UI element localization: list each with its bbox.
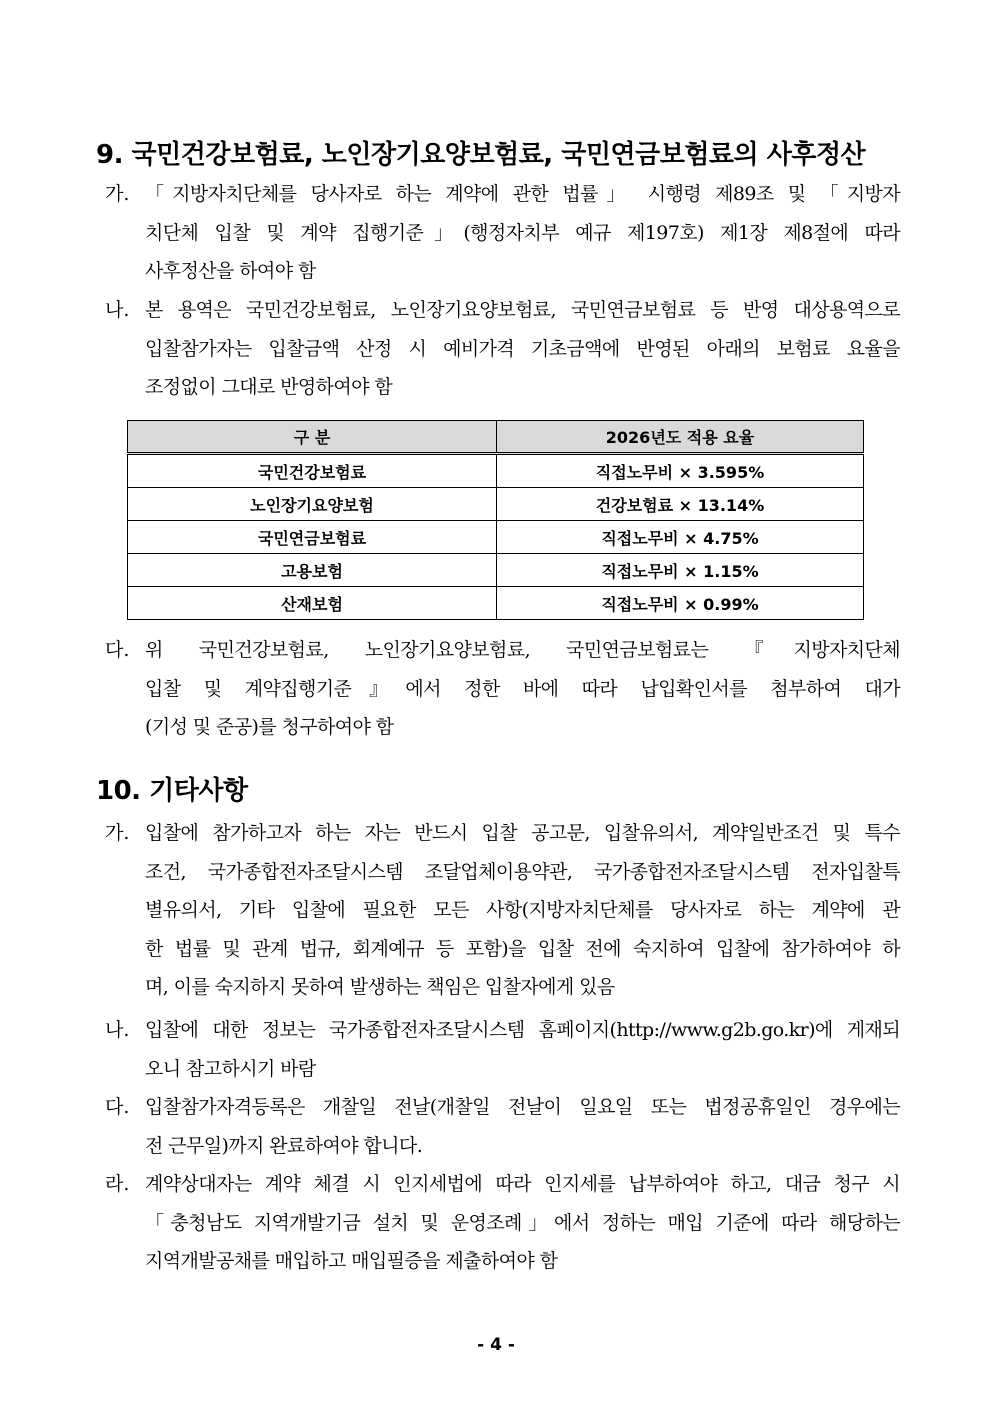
item-marker: 가.	[105, 822, 130, 844]
table-cell-category: 국민건강보험료	[128, 454, 497, 488]
text-line: 「충청남도 지역개발기금 설치 및 운영조례」에서 정하는 매입 기준에 따라 해당하는	[145, 1211, 900, 1234]
item-marker: 라.	[105, 1173, 130, 1195]
text-line: 입찰에 대한 정보는 국가종합전자조달시스템 홈페이지(http://www.g2b.go.kr)에 게재되	[145, 1019, 900, 1041]
item-marker: 가.	[105, 183, 130, 205]
text-line: 며, 이를 숙지하지 못하여 발생하는 책임은 입찰자에게 있음	[145, 976, 615, 998]
table-header-row	[128, 421, 864, 454]
item-marker: 다.	[105, 1096, 130, 1118]
text-line: 입찰 및 계약집행기준』에서 정한 바에 따라 납입확인서를 첨부하여 대가	[145, 677, 900, 700]
section-9-item-ga	[105, 175, 900, 291]
table-row	[128, 454, 864, 488]
text-line: 조건, 국가종합전자조달시스템 조달업체이용약관, 국가종합전자조달시스템 전자입찰특	[145, 860, 900, 883]
table-cell-category: 산재보험	[128, 587, 497, 620]
section-9-item-na	[105, 291, 900, 407]
text-line: 입찰참가자격등록은 개찰일 전날(개찰일 전날이 일요일 또는 법정공휴일인 경우에는	[145, 1096, 900, 1118]
section-10-item-da	[105, 1088, 900, 1165]
item-text	[145, 631, 900, 747]
text-line: 사후정산을 하여야 함	[145, 260, 316, 282]
text-line: 계약상대자는 계약 체결 시 인지세법에 따라 인지세를 납부하여야 하고, 대금 청구 시	[145, 1173, 900, 1195]
item-text	[145, 1165, 900, 1281]
text-line: 위 국민건강보험료, 노인장기요양보험료, 국민연금보험료는 『지방자치단체	[145, 639, 900, 661]
table-row	[128, 587, 864, 620]
table-header-rate: 2026년도 적용 요율	[497, 421, 864, 454]
table-cell-rate: 직접노무비 × 0.99%	[497, 587, 864, 620]
table-row	[128, 554, 864, 587]
insurance-rate-table	[127, 420, 864, 620]
section-10-item-ga	[105, 814, 900, 1007]
item-text	[145, 814, 900, 1007]
text-line: 한 법률 및 관계 법규, 회계예규 등 포함)을 입찰 전에 숙지하여 입찰에 참가하여야 하	[145, 937, 900, 960]
item-marker: 나.	[105, 299, 130, 321]
table-cell-rate: 직접노무비 × 3.595%	[497, 454, 864, 488]
text-line: 입찰에 참가하고자 하는 자는 반드시 입찰 공고문, 입찰유의서, 계약일반조건 및 특수	[145, 822, 900, 844]
text-line: 오니 참고하시기 바람	[145, 1057, 316, 1080]
table-row	[128, 488, 864, 521]
item-text	[145, 175, 900, 291]
item-marker: 다.	[105, 639, 130, 661]
table-cell-rate: 건강보험료 × 13.14%	[497, 488, 864, 521]
text-line: 치단체 입찰 및 계약 집행기준」(행정자치부 예규 제197호) 제1장 제8절에 따라	[145, 221, 900, 244]
section-10-item-ra	[105, 1165, 900, 1281]
table-cell-category: 국민연금보험료	[128, 521, 497, 554]
table-cell-rate: 직접노무비 × 1.15%	[497, 554, 864, 587]
item-marker: 나.	[105, 1019, 130, 1041]
text-line: 「지방자치단체를 당사자로 하는 계약에 관한 법률」 시행령 제89조 및 「지방자	[145, 183, 900, 205]
section-10-heading: 10. 기타사항	[96, 776, 248, 806]
item-text	[145, 291, 900, 407]
table-cell-category: 노인장기요양보험	[128, 488, 497, 521]
text-line: 별유의서, 기타 입찰에 필요한 모든 사항(지방자치단체를 당사자로 하는 계약에 관	[145, 899, 900, 921]
text-line: 입찰참가자는 입찰금액 산정 시 예비가격 기초금액에 반영된 아래의 보험료 요율을	[145, 337, 900, 360]
text-line: 지역개발공채를 매입하고 매입필증을 제출하여야 함	[145, 1250, 558, 1272]
page-number: - 4 -	[477, 1335, 515, 1355]
table-cell-category: 고용보험	[128, 554, 497, 587]
text-line: (기성 및 준공)를 청구하여야 함	[145, 716, 394, 738]
section-10-item-na	[105, 1011, 900, 1088]
table-header-category: 구 분	[128, 421, 497, 454]
text-line: 조정없이 그대로 반영하여야 함	[145, 376, 393, 398]
table-row	[128, 521, 864, 554]
text-line: 전 근무일)까지 완료하여야 합니다.	[145, 1134, 423, 1157]
section-9-heading: 9. 국민건강보험료, 노인장기요양보험료, 국민연금보험료의 사후정산	[96, 140, 866, 170]
section-9-item-da	[105, 631, 900, 747]
table-cell-rate: 직접노무비 × 4.75%	[497, 521, 864, 554]
text-line: 본 용역은 국민건강보험료, 노인장기요양보험료, 국민연금보험료 등 반영 대상용역으로	[145, 299, 900, 321]
item-text	[145, 1011, 900, 1088]
item-text	[145, 1088, 900, 1165]
